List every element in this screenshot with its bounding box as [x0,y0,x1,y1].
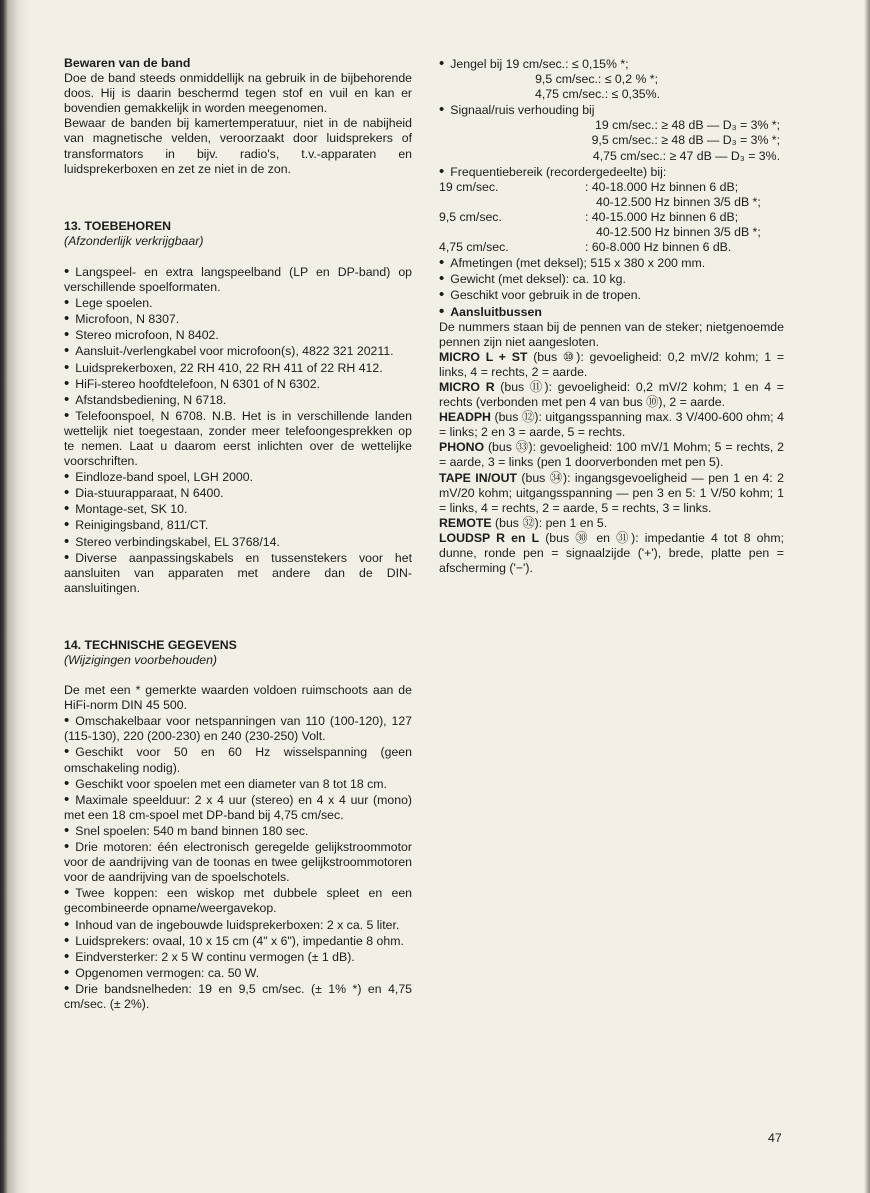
spec-item: • Maximale speelduur: 2 x 4 uur (stereo) en 4 x 4 uur (mono) met een 18 cm-spoel met DP-band bij 4,75 cm/sec. [64,792,412,823]
connector-desc: (bus ⑪): gevoeligheid: 0,2 mV/2 kohm; 1 en 4 = rechts (verbonden met pen 4 van bus ⑩), 2 = aarde. [439,379,784,410]
spec-item: • Omschakelbaar voor netspanningen van 110 (100-120), 127 (115-130), 220 (200-230) en 240 (230-250) Volt. [64,713,412,744]
accessories-subheading: (Afzonderlijk verkrijgbaar) [64,233,204,248]
connector-name: TAPE IN/OUT [439,470,517,485]
accessory-item: • Microfoon, N 8307. [64,311,412,327]
connector-desc: (bus ㉝): gevoeligheid: 100 mV/1 Mohm; 5 = rechts, 2 = aarde, 3 = links (pen 1 doorverbonden met pen 5). [439,440,784,470]
freq-row [439,210,784,225]
spec-item: • Geschikt voor spoelen met een diameter van 8 tot 18 cm. [64,776,412,792]
page-edge-shadow [864,0,870,1193]
wow-flutter-line: 9,5 cm/sec.: ≤ 0,2 % *; [535,72,658,87]
misc-item: • Gewicht (met deksel): ca. 10 kg. [439,271,784,287]
accessory-item: • Stereo microfoon, N 8402. [64,327,412,343]
snr-line: 9,5 cm/sec.: ≥ 48 dB — D₃ = 3% *; [591,133,780,148]
accessory-item: • Montage-set, SK 10. [64,501,412,517]
connector-name: LOUDSP R en L [439,530,540,545]
accessory-item: • Luidsprekerboxen, 22 RH 410, 22 RH 411 of 22 RH 412. [64,360,412,376]
accessory-item: • Diverse aanpassingskabels en tussenstekers voor het aansluiten van apparaten met andere dan de DIN-aansluitingen. [64,550,412,596]
connector-name: MICRO L + ST [439,349,528,364]
connector-name: PHONO [439,440,485,455]
accessory-item: • Dia-stuurapparaat, N 6400. [64,485,412,501]
accessories-heading: 13. TOEBEHOREN [64,218,172,233]
storage-heading: Bewaren van de band [64,56,191,70]
right-column [439,56,784,576]
connector-desc: (bus ⑩): gevoeligheid: 0,2 mV/2 kohm; 1 = links, 4 = rechts, 2 = aarde. [439,349,785,379]
specs-list [64,713,412,1012]
freq-speed: 9,5 cm/sec. [439,209,502,224]
connector-name: MICRO R [439,379,495,394]
page-number: 47 [768,1131,782,1145]
spec-item: • Drie motoren: één electronisch geregelde gelijkstroommotor voor de aandrijving van de toonas en twee gelijkstroommotoren voor de aandrijving van de spoelschotels. [64,839,412,885]
accessory-item: • Langspeel- en extra langspeelband (LP en DP-band) op verschillende spoelformaten. [64,264,412,295]
freq-extra: 40-12.500 Hz binnen 3/5 dB *; [596,194,761,209]
wow-flutter-label: • Jengel bij 19 cm/sec.: ≤ 0,15% *; [439,56,784,72]
accessory-item: • HiFi-stereo hoofdtelefoon, N 6301 of N 6302. [64,376,412,392]
freq-speed: 19 cm/sec. [439,179,499,194]
accessory-item: • Reinigingsband, 811/CT. [64,517,412,533]
freq-value: : 40-15.000 Hz binnen 6 dB; [585,209,739,224]
connector-entry [439,350,784,380]
accessory-item: • Eindloze-band spoel, LGH 2000. [64,469,412,485]
connector-entry [439,471,784,516]
spec-item: • Drie bandsnelheden: 19 en 9,5 cm/sec. (± 1% *) en 4,75 cm/sec. (± 2%). [64,981,412,1012]
connector-entry [439,380,784,410]
page-binding-shadow [0,0,30,1193]
connector-desc: (bus ㉚ en ㉛): impedantie 4 tot 8 ohm; dunne, ronde pen = signaalzijde ('+'), brede, platte pen = afscherming ('−'). [439,530,784,576]
spec-item: • Inhoud van de ingebouwde luidsprekerboxen: 2 x ca. 5 liter. [64,917,412,933]
freq-label: • Frequentiebereik (recordergedeelte) bij: [439,164,784,180]
freq-row [439,240,784,255]
storage-text-2: Bewaar de banden bij kamertemperatuur, niet in de nabijheid van magnetische velden, veroorzaakt door luidsprekers of transformators in bijv. radio's, t.v.-apparaten en luidsprekerboxen en zet ze niet in de zon. [64,116,412,176]
connector-name: REMOTE [439,515,492,530]
spec-item: • Twee koppen: een wiskop met dubbele spleet en een gecombineerde opname/weergavekop. [64,885,412,916]
accessory-item: • Afstandsbediening, N 6718. [64,392,412,408]
connector-entry [439,516,784,531]
freq-extra: 40-12.500 Hz binnen 3/5 dB *; [596,225,761,240]
spec-item: • Eindversterker: 2 x 5 W continu vermogen (± 1 dB). [64,949,412,965]
connector-entry [439,440,784,470]
accessory-item: • Stereo verbindingskabel, EL 3768/14. [64,534,412,550]
specs-intro: De met een * gemerkte waarden voldoen ruimschoots aan de HiFi-norm DIN 45 500. [64,683,412,713]
snr-label: • Signaal/ruis verhouding bij [439,102,784,118]
connectors-intro: De nummers staan bij de pennen van de steker; nietgenoemde pennen zijn niet aangesloten. [439,319,784,349]
specs-subheading: (Wijzigingen voorbehouden) [64,653,218,667]
wow-flutter-line: 4,75 cm/sec.: ≤ 0,35%. [535,87,660,102]
freq-row [439,180,784,195]
specs-heading: 14. TECHNISCHE GEGEVENS [64,637,237,652]
snr-line: 4,75 cm/sec.: ≥ 47 dB — D₃ = 3%. [592,148,780,163]
connector-desc: (bus ⑫): uitgangsspanning max. 3 V/400-600 ohm; 4 = links; 2 en 3 = aarde, 5 = rechts. [439,410,784,440]
accessory-item: • Telefoonspoel, N 6708. N.B. Het is in verschillende landen wettelijk niet toegestaan, zonder meer telefoongesprekken op te nemen. Laat u daarom eerst inlichten over de wettelijke voorschriften. [64,408,412,469]
accessory-item: • Lege spoelen. [64,295,412,311]
connector-desc: (bus ㉜): pen 1 en 5. [491,515,608,530]
connector-entry [439,531,784,576]
connector-name: HEADPH [439,410,491,425]
spec-item: • Geschikt voor 50 en 60 Hz wisselspanning (geen omschakeling nodig). [64,744,412,775]
left-column [64,56,412,1012]
connector-entry [439,410,784,440]
connectors-heading: • Aansluitbussen [439,304,784,320]
freq-value: : 40-18.000 Hz binnen 6 dB; [585,179,739,194]
spec-item: • Luidsprekers: ovaal, 10 x 15 cm (4" x 6"), impedantie 8 ohm. [64,933,412,949]
snr-line: 19 cm/sec.: ≥ 48 dB — D₃ = 3% *; [594,118,780,133]
accessories-list [64,264,412,596]
freq-speed: 4,75 cm/sec. [439,240,509,255]
misc-item: • Geschikt voor gebruik in de tropen. [439,287,784,303]
spec-item: • Opgenomen vermogen: ca. 50 W. [64,965,412,981]
spec-item: • Snel spoelen: 540 m band binnen 180 sec. [64,823,412,839]
storage-text-1: Doe de band steeds onmiddellijk na gebruik in de bijbehorende doos. Hij is daarin beschermd tegen stof en vuil en kan er bovendien gemakkelijk in worden meegenomen. [64,71,412,116]
freq-value: : 60-8.000 Hz binnen 6 dB. [585,240,732,255]
misc-item: • Afmetingen (met deksel); 515 x 380 x 200 mm. [439,255,784,271]
accessory-item: • Aansluit-/verlengkabel voor microfoon(s), 4822 321 20211. [64,343,412,359]
connector-desc: (bus ㉞): ingangsgevoeligheid — pen 1 en 4: 2 mV/20 kohm; uitgangsspanning — pen 3 en 5: 1 V/50 kohm; 1 = links, 4 = rechts, 2 = aarde, 5 = rechts, 3 = links. [439,470,784,515]
